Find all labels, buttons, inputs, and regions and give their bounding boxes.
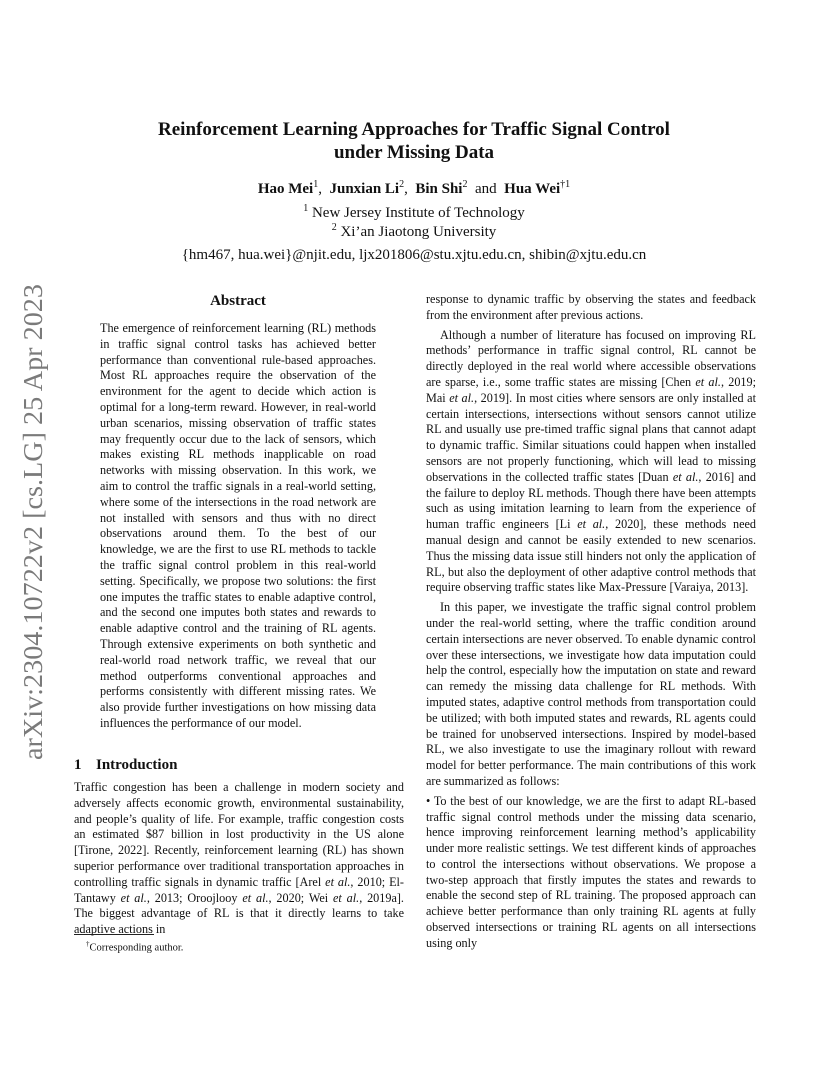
abstract-body: The emergence of reinforcement learning (RL) methods in traffic signal control tasks has achieved better performance than conventional rule-based approaches. Most RL approaches require the observation of the environment for the agent to decide which action is optimal for a long-term reward. However, in real-world urban scenarios, missing observation of traffic states may frequently occur due to the lack of sensors, which makes existing RL methods inapplicable on road networks with missing observation. In this work, we aim to control the traffic signals in a real-world setting, where some of the intersections in the road network are not installed with sensors and thus with no direct observations around them. To the best of our knowledge, we are the first to use RL methods to tackle the traffic signal control problem in this real-world setting. Specifically, we propose two solutions: the first one imputes the traffic states to enable adaptive control, and the second one imputes both states and rewards to enable adaptive control and the training of RL agents. Through extensive experiments on both synthetic and real-world road network traffic, we reveal that our method outperforms conventional approaches and performs consistently with different missing rates. We also provide further investigations on how missing data influences the performance of our model. [100,321,376,730]
affiliation-mark: 1 [303,203,309,214]
author-separator: , [404,181,408,197]
abstract-heading: Abstract [210,293,266,309]
author-name: Bin Shi [415,181,463,197]
author-affiliation-mark: 1 [313,179,319,190]
section-heading-introduction [74,756,404,774]
body-paragraph: In this paper, we investigate the traffic signal control problem under the real-world setting, where the traffic condition around certain intersections are never observed. To enable dynamic control over these intersections, we investigate how data imputation could help the control, especially how the imputation on state and reward can remedy the missing data challenge for RL methods. With imputed states, adaptive control methods from transportation could be utilized; with both imputed states and rewards, RL agents could be trained for unobserved intersections. Inspired by model-based RL, we also investigate to use the imaginary rollout with reward model for better performance. The main contributions of this work are summarized as follows: [426,600,756,788]
author-separator: and [474,181,497,197]
bullet-text: To the best of our knowledge, we are the first to adapt RL-based traffic signal control methods under the missing data scenario, hence improving reinforcement learning method’s applicability under more realistic settings. We test different kinds of approaches to control the intersections without observations. We propose a two-step approach that firstly imputes the states and rewards to enable the second step of RL training. The proposed approach can achieve better performance than only training RL agents at fully observed intersections or training RL agents on all intersections using only [426,793,756,950]
text-run: , 2019a]. The biggest advantage of RL is that it directly learns to take adaptive actions in [74,890,404,937]
affiliation-name: Xi’an Jiaotong University [340,224,497,240]
et-al: et al. [333,890,360,905]
paper-title-line-2: under Missing Data [333,142,495,163]
arxiv-identifier-stamp [12,284,52,760]
author-list [100,180,728,198]
author-affiliation-mark: 2 [399,179,405,190]
text-run: , 2013; Oroojlooy [146,890,243,905]
text-run: , 2019; Mai [426,374,756,405]
text-run: Traffic congestion has been a challenge in modern society and adversely affects economic growth, environmental sustainability, and people’s quality of life. For example, traffic congestion costs an estimated $87 billion in lost productivity in the US alone [Tirone, 2022]. Recently, reinforcement learning (RL) has shown superior performance over traditional transportation approaches in controlling traffic signals in dynamic traffic [Arel [74,780,404,889]
text-run: , 2019]. In most cities where sensors are only installed at certain intersections, intersections without sensors cannot utilize RL and usually use pre-timed traffic signal plans that cannot adapt to dynamic traffic. Similar situations could happen when installed sensors are not properly functioning, which will lead to missing observations in the collected traffic states [Duan [426,390,756,484]
author-affiliation-mark: †1 [560,179,571,190]
et-al: et al. [449,390,475,405]
et-al: et al. [120,890,147,905]
section-title: Introduction [96,757,178,773]
et-al: et al. [577,517,606,532]
author-affiliation-mark: 2 [462,179,468,190]
text-run: Although a number of literature has focused on improving RL methods’ performance in traffic signal control, RL cannot be directly deployed in the real world where accessible observations are sparse, i.e., some traffic states are missing [Chen [426,327,756,389]
author-separator: , [318,181,322,197]
et-al: et al. [672,469,699,484]
author-name: Hua Wei [504,181,561,197]
author-emails: {hm467, hua.wei}@njit.edu, ljx201806@stu.xjtu.edu.cn, shibin@xjtu.edu.cn [181,247,647,263]
body-paragraph: response to dynamic traffic by observing the states and feedback from the environment after previous actions. [426,292,756,322]
et-al: et al. [695,374,721,389]
footnote [86,938,183,955]
et-al: et al. [242,890,269,905]
intro-paragraph [74,780,404,938]
affiliation-line [100,223,728,241]
affiliation-line [100,204,728,222]
section-number: 1 [74,757,82,773]
bullet-mark: • [426,793,431,808]
affiliation-mark: 2 [331,222,337,233]
paper-title-line-1: Reinforcement Learning Approaches for Traffic Signal Control [158,119,670,140]
author-name: Hao Mei [257,181,314,197]
contribution-bullet [426,794,756,952]
text-run: , 2020], these methods need manual design and cannot be easily extended to new scenarios. Thus the missing data issue still hinders not only the application of RL, but also the deployment of other adaptive control methods that require observing traffic states like Max-Pressure [Varaiya, 2013]. [426,517,756,595]
body-paragraph [426,328,756,597]
et-al: et al. [325,874,351,889]
paper-title [100,118,728,164]
author-name: Junxian Li [329,181,400,197]
footnote-rule [74,934,154,935]
text-run: , 2010; El-Tantawy [74,874,404,905]
affiliation-name: New Jersey Institute of Technology [311,205,525,221]
footnote-mark: † [86,940,90,948]
right-column [426,292,756,956]
text-run: , 2020; Wei [268,890,333,905]
footnote-text: Corresponding author. [89,942,184,954]
text-run: , 2016] and the failure to deploy RL methods. Though there have been attempts such as using imitation learning to learn from the experience of human traffic engineers [Li [426,469,756,532]
arxiv-identifier-text: arXiv:2304.10722v2 [cs.LG] 25 Apr 2023 [18,304,48,760]
